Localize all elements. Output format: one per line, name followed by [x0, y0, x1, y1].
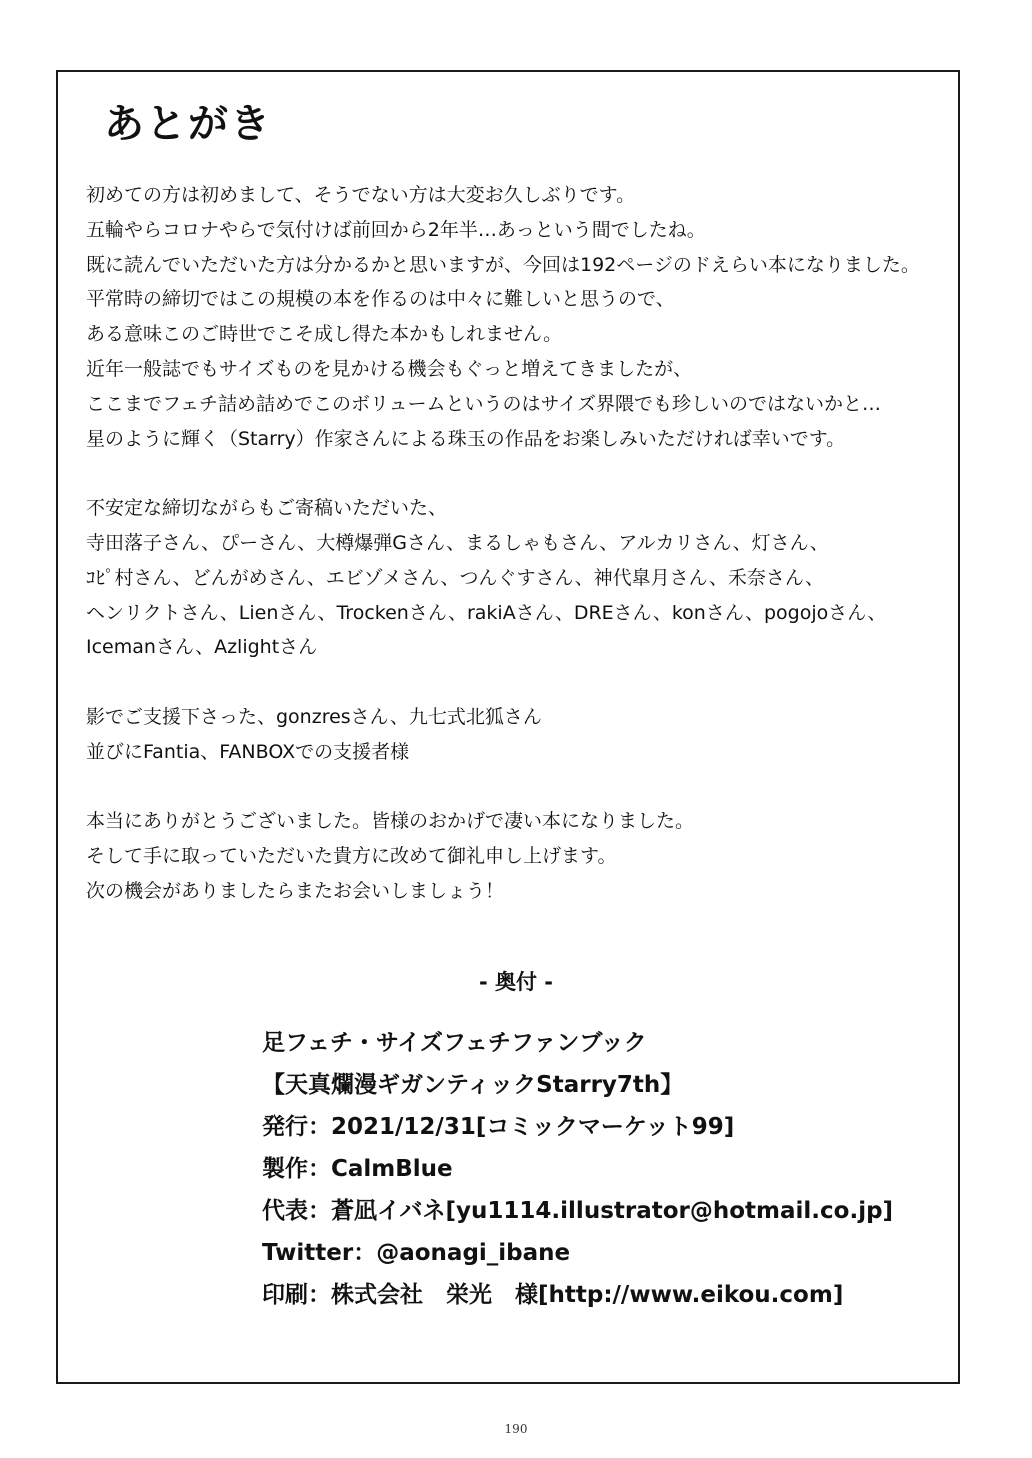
paragraph-gap — [86, 456, 956, 491]
colophon-line-printing: 印刷：株式会社 栄光 様[http://www.eikou.com] — [262, 1282, 844, 1308]
afterword-heading: あとがき — [104, 101, 272, 147]
body-line: 影でご支援下さった、gonzresさん、九七式北狐さん — [86, 705, 542, 728]
body-line: Icemanさん、Azlightさん — [86, 636, 318, 659]
colophon-line-issued: 発行：2021/12/31[コミックマーケット99] — [262, 1114, 735, 1140]
body-line: 本当にありがとうございました。皆様のおかげで凄い本になりました。 — [86, 810, 695, 833]
body-line: 不安定な締切ながらもご寄稿いただいた、 — [86, 497, 448, 520]
colophon-line-series: 足フェチ・サイズフェチファンブック — [262, 1030, 647, 1056]
colophon-line-title: 【天真爛漫ギガンティックStarry7th】 — [262, 1072, 684, 1098]
body-line: 星のように輝く（Starry）作家さんによる珠玉の作品をお楽しみいただければ幸いです。 — [86, 427, 846, 450]
body-line: ある意味このご時世でこそ成し得た本かもしれません。 — [86, 323, 563, 346]
colophon-line-representative: 代表：蒼凪イバネ[yu1114.illustrator@hotmail.co.jp] — [262, 1198, 894, 1224]
afterword-body — [86, 178, 956, 909]
body-line: 平常時の締切ではこの規模の本を作るのは中々に難しいと思うので、 — [86, 288, 675, 311]
body-line: そして手に取っていただいた貴方に改めて御礼申し上げます。 — [86, 845, 617, 868]
body-line: 近年一般誌でもサイズものを見かける機会もぐっと増えてきましたが、 — [86, 357, 693, 380]
body-line: 次の機会がありましたらまたお会いしましょう！ — [86, 879, 505, 902]
colophon-line-twitter: Twitter：@aonagi_ibane — [262, 1240, 571, 1266]
colophon-line-production: 製作：CalmBlue — [262, 1156, 453, 1182]
colophon-block — [262, 1022, 893, 1316]
body-line: 並びにFantia、FANBOXでの支援者様 — [86, 740, 410, 763]
paragraph-gap — [86, 770, 956, 805]
body-line: 既に読んでいただいた方は分かるかと思いますが、今回は192ページのドえらい本になりました。 — [86, 253, 920, 276]
body-line: ここまでフェチ詰め詰めでこのボリュームというのはサイズ界隈でも珍しいのではないかと… — [86, 392, 881, 415]
colophon-heading: - 奥付 - — [478, 970, 554, 994]
body-line: 寺田落子さん、ぴーさん、大樽爆弾Gさん、まるしゃもさん、アルカリさん、灯さん、 — [86, 531, 829, 554]
page-number: 190 — [504, 1422, 528, 1436]
body-line: 五輪やらコロナやらで気付けば前回から2年半…あっという間でしたね。 — [86, 218, 706, 241]
body-line: 初めての方は初めまして、そうでない方は大変お久しぶりです。 — [86, 184, 636, 206]
body-line: ヘンリクトさん、Lienさん、Trockenさん、rakiAさん、DREさん、konさん、pogojoさん、 — [86, 601, 887, 624]
paragraph-gap — [86, 665, 956, 700]
body-line: ｺﾋﾟ村さん、どんがめさん、エビゾメさん、つんぐすさん、神代皐月さん、禾奈さん、 — [86, 566, 824, 589]
